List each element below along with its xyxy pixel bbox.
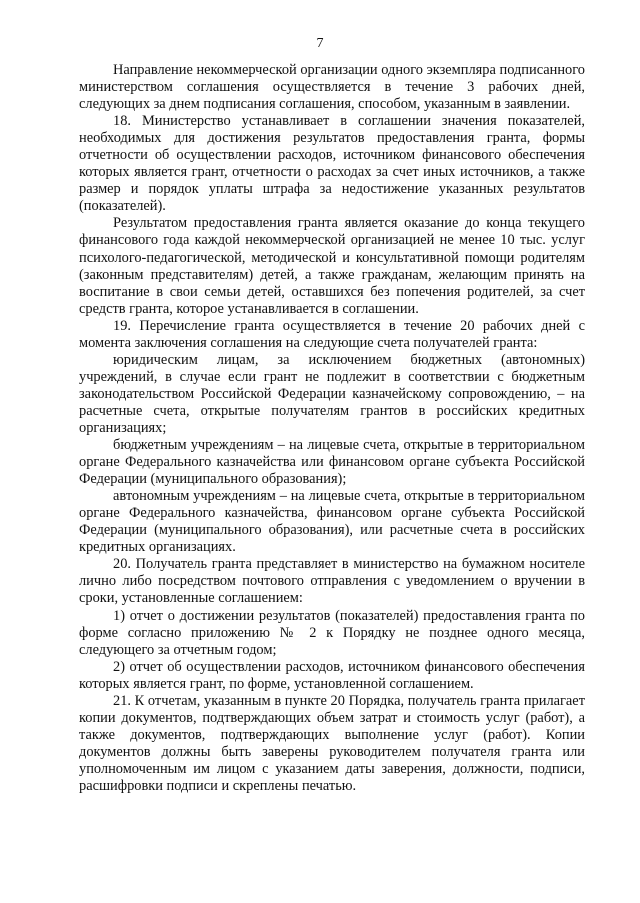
page-number: 7 [316,36,324,51]
paragraph-budget-institutions: бюджетным учреждениям – на лицевые счета, открытые в территориальном органе Федерального казначейства или финансовом органе субъекта Российской Федерации (муниципального образования); [79,437,585,488]
paragraph-legal-entities: юридическим лицам, за исключением бюджетных (автономных) учреждений, в случае если грант не подлежит в соответствии с бюджетным законодательством Российской Федерации казначейскому сопровождению, – на расчетные счета, открытые получателям грантов в российских кредитных организациях; [79,351,585,436]
paragraph-clause-19: 19. Перечисление гранта осуществляется в течение 20 рабочих дней с момента заключения соглашения на следующие счета получателей гранта: [79,317,585,351]
paragraph-clause-20: 20. Получатель гранта представляет в министерство на бумажном носителе лично либо посредством почтового отправления с уведомлением о вручении в сроки, установленные соглашением: [79,556,585,607]
document-body [79,62,585,795]
paragraph-report-1: 1) отчет о достижении результатов (показателей) предоставления гранта по форме согласно приложению № 2 к Порядку не позднее одного месяца, следующего за отчетным годом; [79,607,585,658]
paragraph-intro: Направление некоммерческой организации одного экземпляра подписанного министерством соглашения осуществляется в течение 3 рабочих дней, следующих за днем подписания соглашения, способом, указанным в заявлении. [79,62,585,113]
paragraph-autonomous-institutions: автономным учреждениям – на лицевые счета, открытые в территориальном органе Федерального казначейства, финансовом органе субъекта Российской Федерации (муниципального образования), или расчетные счета в российских кредитных организациях. [79,488,585,556]
paragraph-clause-18: 18. Министерство устанавливает в соглашении значения показателей, необходимых для достижения результатов предоставления гранта, формы отчетности об осуществлении расходов, источником финансового обеспечения которых является грант, отчетности о расходах за счет иных источников, а также размер и порядок уплаты штрафа за недостижение указанных результатов (показателей). [79,113,585,215]
paragraph-report-2: 2) отчет об осуществлении расходов, источником финансового обеспечения которых является грант, по форме, установленной соглашением. [79,658,585,692]
paragraph-clause-21: 21. К отчетам, указанным в пункте 20 Порядка, получатель гранта прилагает копии документов, подтверждающих объем затрат и стоимость услуг (работ), а также документов, подтверждающих выполнение услуг (работ). Копии документов должны быть заверены руководителем получателя гранта или уполномоченным им лицом с указанием даты заверения, должности, подписи, расшифровки подписи и скреплены печатью. [79,692,585,794]
paragraph-grant-result: Результатом предоставления гранта является оказание до конца текущего финансового года каждой некоммерческой организацией не менее 10 тыс. услуг психолого-педагогической, методической и консультативной помощи родителям (законным представителям) детей, а также гражданам, желающим принять на воспитание в свои семьи детей, оставшихся без попечения родителей, за счет средств гранта, которое устанавливается в соглашении. [79,215,585,317]
